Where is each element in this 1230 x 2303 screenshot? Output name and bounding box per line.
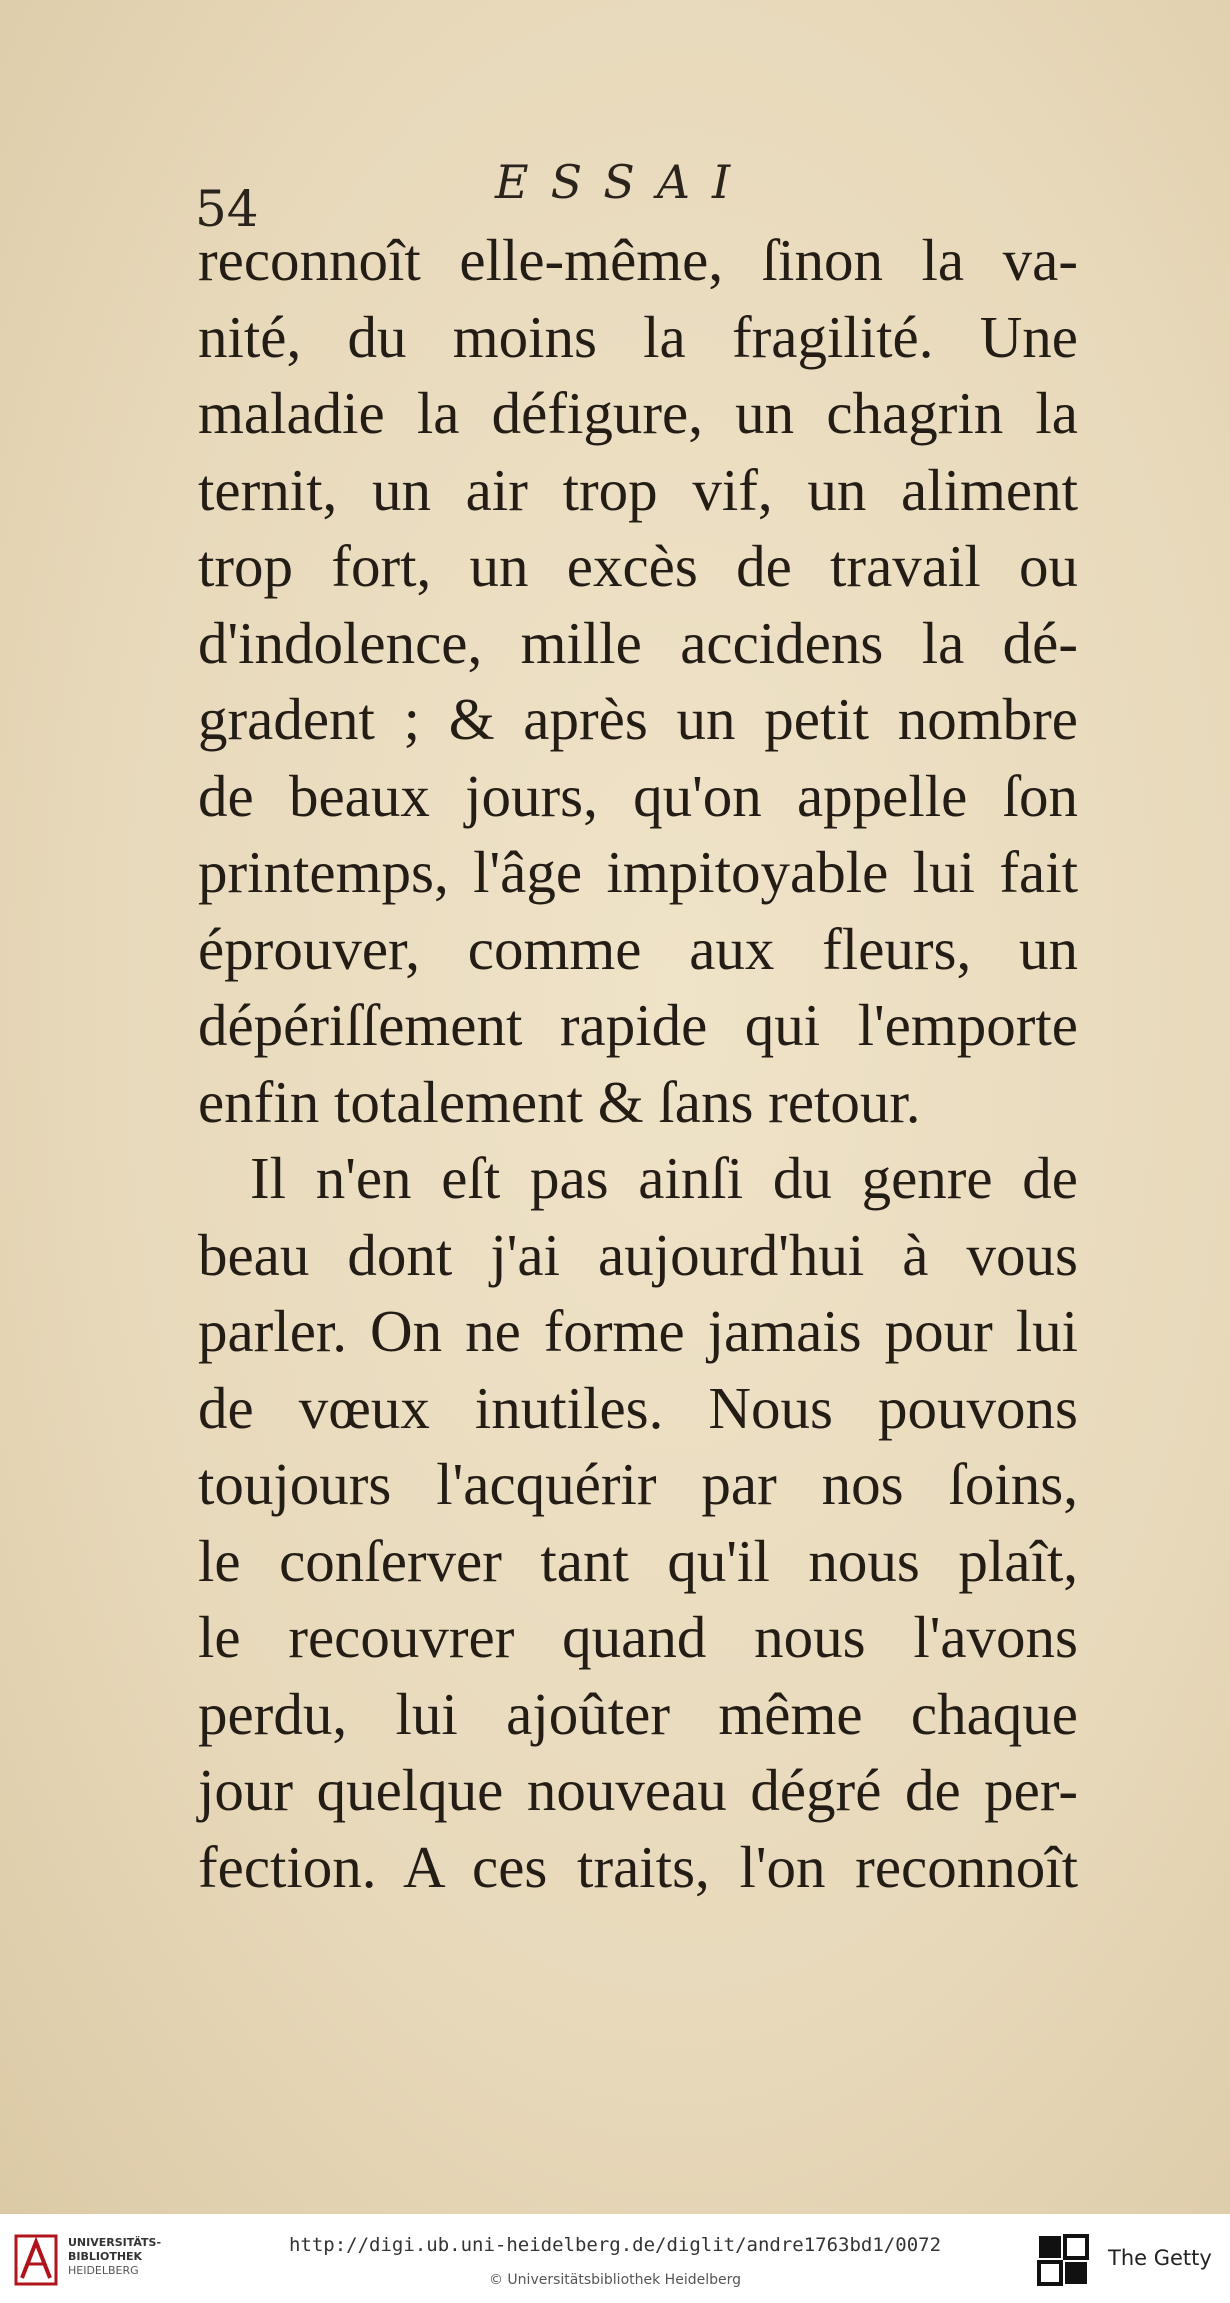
text-line: le recouvrer quand nous l'avons — [198, 1604, 1078, 1670]
text-line: maladie la défigure, un chagrin la — [198, 380, 1078, 446]
text-line: de vœux inutiles. Nous pouvons — [198, 1374, 1078, 1441]
text-line: beau dont j'ai aujourd'hui à vous — [198, 1221, 1078, 1288]
page-number: 54 — [195, 180, 259, 238]
body-text — [198, 222, 1078, 1905]
text-line: gradent ; & après un petit nombre — [198, 686, 1078, 752]
partner-name: The Getty — [1108, 2246, 1212, 2270]
copyright-notice: © Universitätsbibliothek Heidelberg — [488, 2272, 741, 2288]
text-line: d'indolence, mille accidens la dé- — [198, 609, 1078, 676]
viewer-footer — [0, 2214, 1230, 2303]
permalink-url[interactable]: http://digi.ub.uni-heidelberg.de/diglit/andre1763bd1/0072 — [288, 2234, 942, 2256]
running-head — [195, 150, 1095, 238]
text-line: ternit, un air trop vif, un aliment — [198, 456, 1078, 523]
text-line: nité, du moins la fragilité. Une — [198, 303, 1078, 370]
header-title: ESSAI — [495, 155, 753, 209]
text-line: trop fort, un excès de travail ou — [198, 533, 1078, 599]
university-line-1: UNIVERSITÄTS- — [68, 2236, 162, 2249]
text-line: dépériſſement rapide qui l'emporte — [198, 992, 1078, 1058]
text-line: reconnoît elle-même, ſinon la va- — [198, 227, 1078, 293]
text-line: printemps, l'âge impitoyable lui fait — [198, 839, 1078, 905]
university-line-3: HEIDELBERG — [68, 2264, 139, 2277]
text-line: de beaux jours, qu'on appelle ſon — [198, 762, 1078, 829]
text-line: enfin totalement & ſans retour. — [198, 1068, 921, 1135]
university-line-2: BIBLIOTHEK — [68, 2250, 143, 2263]
text-line: parler. On ne forme jamais pour lui — [198, 1298, 1078, 1364]
getty-logo-icon — [1035, 2232, 1091, 2288]
paragraph-2 — [198, 1140, 1078, 1905]
text-line: le conſerver tant qu'il nous plaît, — [198, 1527, 1078, 1594]
text-line: toujours l'acquérir par nos ſoins, — [198, 1451, 1078, 1517]
text-line: perdu, lui ajoûter même chaque — [198, 1680, 1078, 1747]
paragraph-1 — [198, 222, 1078, 1140]
text-line: jour quelque nouveau dégré de per- — [198, 1757, 1078, 1823]
text-line: éprouver, comme aux fleurs, un — [198, 915, 1078, 982]
text-line: Il n'en eſt pas ainſi du genre de — [250, 1145, 1078, 1211]
text-line: fection. A ces traits, l'on reconnoît — [198, 1833, 1078, 1900]
